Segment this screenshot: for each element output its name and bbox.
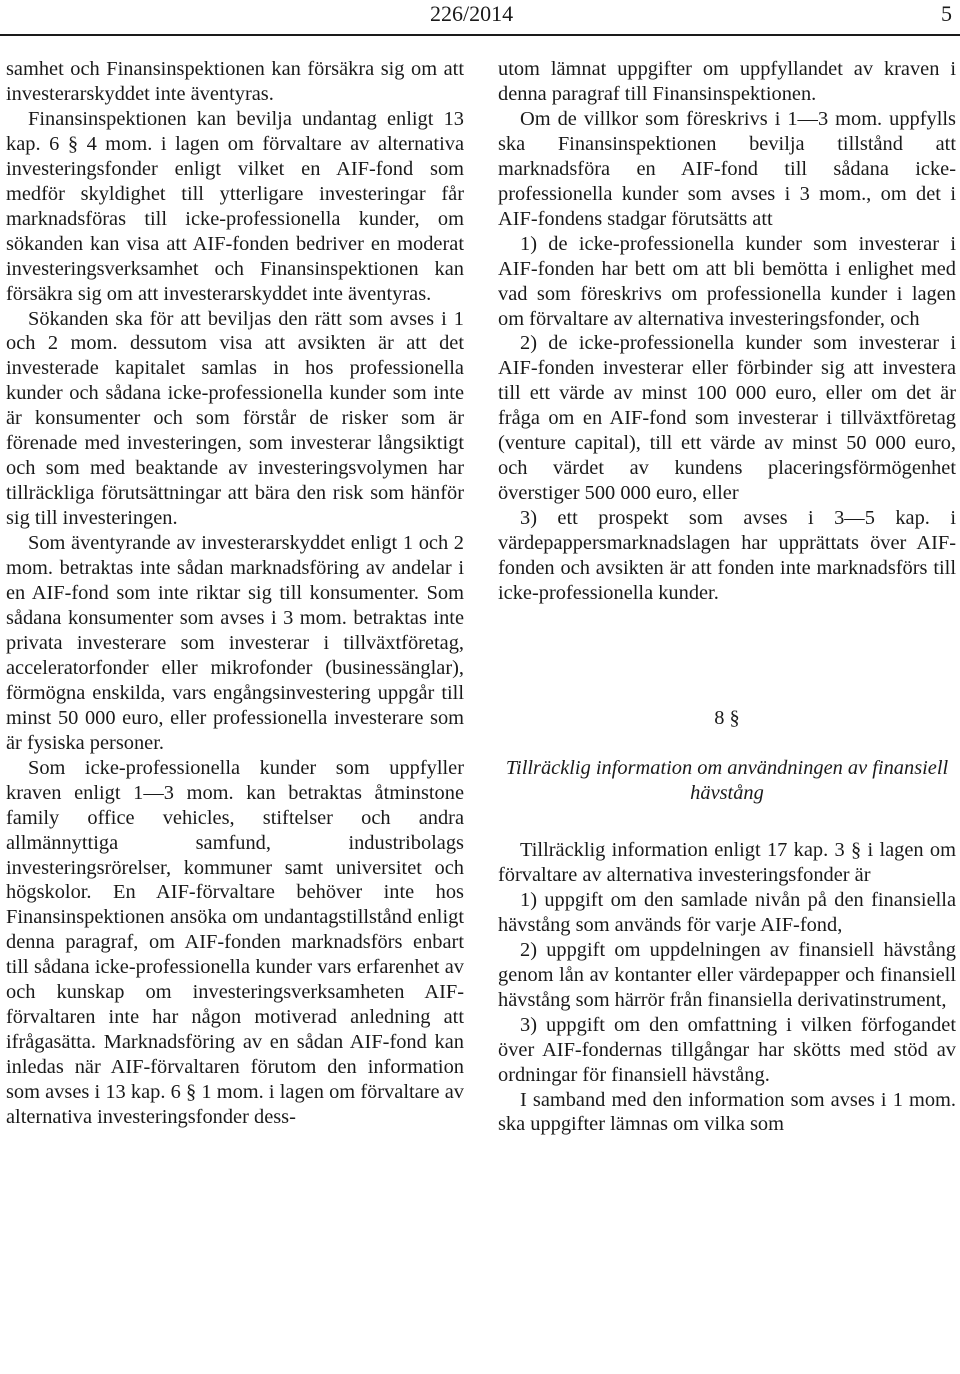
page-number: 5 (941, 1, 952, 26)
paragraph: Finansinspektionen kan bevilja undantag enligt 13 kap. 6 § 4 mom. i lagen om förvaltare av alternativa investeringsfonder enligt vilket en AIF-fond som medför skyldighet till ytterligare investeringar får marknadsföras till icke-professionella kunder, om sökanden kan visa att AIF-fonden bedriver en moderat investeringsverksamhet och Finansinspektionen kan försäkra sig om att investerarskyddet inte äventyras. (6, 107, 464, 305)
paragraph: Om de villkor som föreskrivs i 1—3 mom. uppfylls ska Finansinspektionen bevilja tillstånd att marknadsföra en AIF-fond till sådana icke-professionella kunder som avses i 3 mom., om det i AIF-fondens stadgar förutsätts att (498, 107, 956, 230)
left-column (6, 57, 464, 1130)
paragraph: 1) de icke-professionella kunder som investerar i AIF-fonden har bett om att bli bemötta i enlighet med vad som föreskrivs om professionella kunder i lagen om förvaltare av alternativa investeringsfonder, och (498, 232, 956, 330)
section-title: Tillräcklig information om användningen av finansiell hävstång (505, 756, 949, 804)
paragraph: 1) uppgift om den samlade nivån på den finansiella hävstång som används för varje AIF-fond, (498, 888, 956, 936)
paragraph: I samband med den information som avses i 1 mom. ska uppgifter lämnas om vilka som (498, 1088, 956, 1136)
section-number: 8 § (714, 706, 740, 729)
right-column (498, 57, 956, 1137)
page-header (0, 0, 960, 36)
paragraph: Tillräcklig information enligt 17 kap. 3 § i lagen om förvaltare av alternativa investeringsfonder är (498, 838, 956, 886)
paragraph: 2) uppgift om uppdelningen av finansiell hävstång genom lån av kontanter eller värdepapper och finansiell hävstång som härrör från finansiella derivatinstrument, (498, 938, 956, 1011)
paragraph: Som äventyrande av investerarskyddet enligt 1 och 2 mom. betraktas inte sådan marknadsföring av andelar i en AIF-fond som inte riktar sig till konsumenter. Som sådana konsumenter som avses i 3 mom. betraktas inte privata investerare som investerar i tillväxtföretag, acceleratorfonder eller mikrofonder (businessänglar), förmögna enskilda, vars engångsinvestering uppgår till minst 50 000 euro, eller professionella investerare som är fysiska personer. (6, 532, 464, 754)
paragraph: Som icke-professionella kunder som uppfyller kraven enligt 1—3 mom. kan betraktas åtminstone family office vehicles, stiftelser och andra allmännyttiga samfund, industribolags investeringsrörelser, kommuner samt universitet och högskolor. En AIF-förvaltare behöver inte hos Finansinspektionen ansöka om undantagstillstånd enligt denna paragraf, om AIF-fonden marknadsförs enbart till sådana icke-professionella kunder vars erfarenhet av och kunskap om investeringsverksamheten AIF-förvaltaren inte har någon motiverad anledning att ifrågasätta. Marknadsföring av en sådan AIF-fond kan inledas när AIF-förvaltaren förutom den information som avses i 13 kap. 6 § 1 mom. i lagen om förvaltare av alternativa investeringsfonder dess- (6, 756, 464, 1129)
paragraph: 3) ett prospekt som avses i 3—5 kap. i värdepappersmarknadslagen har upprättats över AIF-fonden och avsikten är att fonden inte marknadsförs till icke-professionella kunder. (498, 507, 956, 605)
paragraph: 3) uppgift om den omfattning i vilken förfogandet över AIF-fondernas tillgångar har skötts med stöd av ordningar för finansiell hävstång. (498, 1013, 956, 1086)
paragraph: Sökanden ska för att beviljas den rätt som avses i 1 och 2 mom. dessutom visa att avsikten är att det investerade kapitalet samlas in hos professionella kunder och sådana icke-professionella kunder som inte är konsumenter och som förstår de risker som är förenade med investeringen, som investerar långsiktigt och som med beaktande av investeringsvolymen har tillräckliga förutsättningar att bära den risk som hänför sig till investeringen. (6, 307, 464, 530)
paragraph: samhet och Finansinspektionen kan försäkra sig om att investerarskyddet inte äventyras. (6, 58, 464, 105)
issue-number: 226/2014 (430, 1, 514, 26)
paragraph: 2) de icke-professionella kunder som investerar i AIF-fonden investerar eller förbinder sig att investera till ett värde av minst 100 000 euro, eller om det är fråga om en AIF-fond som investerar i tillväxtföretag (venture capital), till ett värde av minst 50 000 euro, och värdet av kundens placeringsförmögenhet överstiger 500 000 euro, eller (498, 332, 956, 505)
paragraph: utom lämnat uppgifter om uppfyllandet av kraven i denna paragraf till Finansinspektionen. (498, 58, 956, 105)
